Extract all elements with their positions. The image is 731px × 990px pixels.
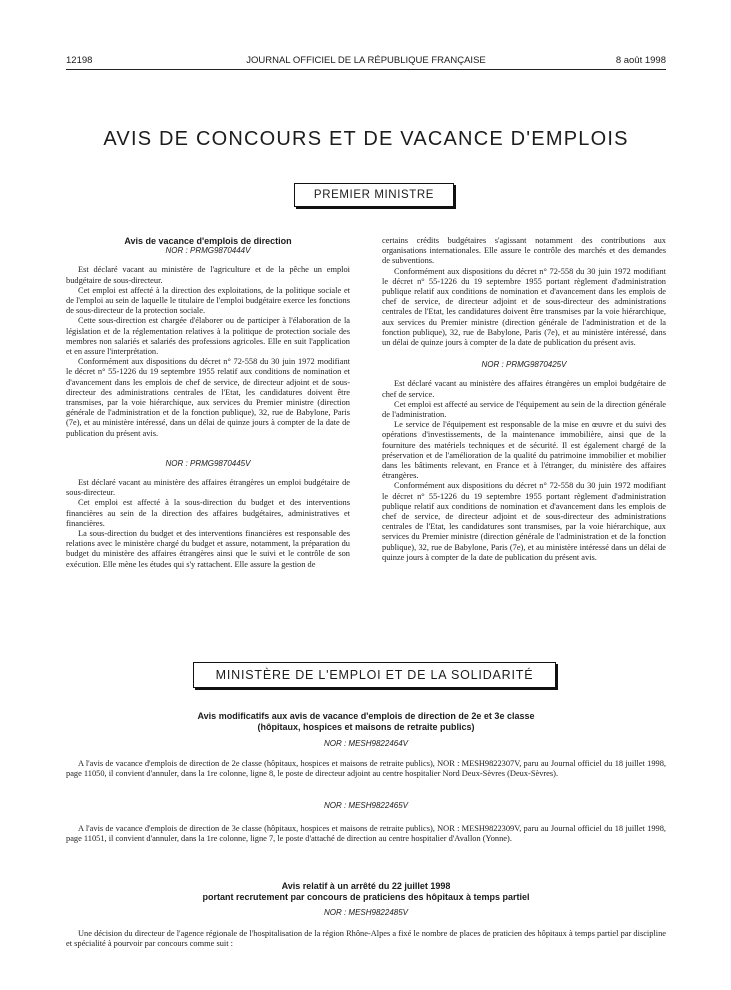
- section-label: PREMIER MINISTRE: [313, 189, 435, 201]
- notice-paragraph: Une décision du directeur de l'agence régionale de l'hospitalisation de la région Rhône-Alpes a fixé le nombre de places de praticien des hôpitaux à temps partiel par discipline et spécialité à pourvoir par concours comme suit :: [66, 929, 666, 949]
- nor-reference: NOR : PRMG9870425V: [481, 360, 567, 370]
- header-rule: [66, 69, 666, 70]
- paragraph: Cet emploi est affecté au service de l'équipement au sein de la direction générale de l'administration.: [382, 399, 666, 420]
- section-label: MINISTÈRE DE L'EMPLOI ET DE LA SOLIDARITÉ: [215, 668, 534, 682]
- nor-reference: NOR : PRMG9870445V: [165, 458, 251, 468]
- notice-paragraph: A l'avis de vacance d'emplois de direction de 3e classe (hôpitaux, hospices et maisons de retraite publics), NOR : MESH9822309V, paru au Journal officiel du 18 juillet 1998, page 11051, il convient d'annuler, dans la 1re colonne, ligne 7, le poste d'attaché de direction au centre hospitalier d'Avallon (Yonne).: [66, 824, 666, 844]
- notice-paragraph: A l'avis de vacance d'emplois de direction de 2e classe (hôpitaux, hospices et maisons de retraite publics), NOR : MESH9822307V, paru au Journal officiel du 18 juillet 1998, page 11050, il convient d'annuler, dans la 1re colonne, ligne 8, le poste de directeur adjoint au centre hospitalier Nord Deux-Sèvres (Deux-Sèvres).: [66, 759, 666, 779]
- paragraph: La sous-direction du budget et des interventions financières est responsable des relations avec le ministère chargé du budget et assure, notamment, la préparation du budget du ministère des affaires étrangères ainsi que le suivi et le contrôle de son exécution. Elle mène les études qui s'y rattachent. Elle assure la gestion de: [66, 529, 350, 569]
- paragraph: Cet emploi est affecté à la sous-direction du budget et des interventions financières au sein de la direction des affaires budgétaires, administratives et financières.: [66, 498, 350, 528]
- paragraph: Cet emploi est affecté à la direction des exploitations, de la politique sociale et de l'emploi au sein de laquelle le titulaire de l'emploi budgétaire exerce les fonctions de sous-directeur de la protection sociale.: [66, 285, 350, 316]
- section-box-ministere-emploi: [193, 662, 556, 688]
- left-column: [66, 236, 350, 570]
- paragraph: Est déclaré vacant au ministère de l'agriculture et de la pêche un emploi budgétaire de sous-directeur.: [66, 265, 350, 285]
- nor-reference: NOR : MESH9822465V: [323, 801, 409, 810]
- notice-heading: Avis de vacance d'emplois de direction: [124, 236, 292, 246]
- notice-subheading: (hôpitaux, hospices et maisons de retraite publics): [257, 722, 475, 732]
- journal-title: JOURNAL OFFICIEL DE LA RÉPUBLIQUE FRANÇAISE: [246, 55, 486, 66]
- section-box-premier-ministre: [294, 183, 454, 207]
- paragraph: Est déclaré vacant au ministère des affaires étrangères un emploi budgétaire de sous-directeur.: [66, 478, 350, 498]
- page-title: AVIS DE CONCOURS ET DE VACANCE D'EMPLOIS: [103, 128, 629, 150]
- paragraph: Conformément aux dispositions du décret n° 72-558 du 30 juin 1972 modifiant le décret n° 55-1226 du 19 septembre 1955 portant règlement d'administration publique relatif aux conditions de nomination et d'avancement dans les emplois de chef de service, de directeur adjoint et de sous-directeur des administrations centrales de l'Etat, les candidatures sont transmises, par la voie hiérarchique, aux services du Premier ministre (direction générale de l'administration et de la fonction publique), 32, rue de Babylone, Paris (7e), et au ministère intéressé dans un délai de quinze jours à compter de la date de publication du présent avis.: [382, 481, 666, 562]
- paragraph: Est déclaré vacant au ministère des affaires étrangères un emploi budgétaire de chef de service.: [382, 379, 666, 399]
- notice-heading: Avis modificatifs aux avis de vacance d'emplois de direction de 2e et 3e classe: [197, 711, 535, 721]
- paragraph: Cette sous-direction est chargée d'élaborer ou de participer à l'élaboration de la législation et de la réglementation relatives à la politique de protection sociale des membres non salariés et salariés des professions agricoles. Elle en suit l'application et en assure l'interprétation.: [66, 316, 350, 357]
- nor-reference: NOR : PRMG9870444V: [165, 246, 251, 256]
- paragraph: Le service de l'équipement est responsable de la mise en œuvre et du suivi des opérations d'investissements, de la maintenance immobilière, ainsi que de la fourniture des matériels techniques et de sécurité. Il est également chargé de la préservation et de l'amélioration de la qualité du patrimoine immobilier et mobilier dans les bâtiments relevant, en France et à l'étranger, du ministère des affaires étrangères.: [382, 420, 666, 481]
- paragraph: Conformément aux dispositions du décret n° 72-558 du 30 juin 1972 modifiant le décret n° 55-1226 du 19 septembre 1955 relatif aux conditions de nomination et d'avancement dans les emplois de chef de service, de directeur adjoint et de sous-directeur des administrations centrales de l'Etat, les candidatures doivent être transmises, par la voie hiérarchique, aux services du Premier ministre (direction générale de l'administration et de la fonction publique), 32, rue de Babylone, Paris (7e), et au ministère intéressé, dans un délai de quinze jours à compter de la date de publication du présent avis.: [66, 357, 350, 438]
- right-column: [382, 236, 666, 563]
- paragraph: certains crédits budgétaires s'agissant notamment des contributions aux organisations internationales. Elle assure le contrôle des marchés et des demandes de subventions.: [382, 236, 666, 266]
- nor-reference: NOR : MESH9822485V: [323, 908, 409, 917]
- paragraph: Conformément aux dispositions du décret n° 72-558 du 30 juin 1972 modifiant le décret n° 55-1226 du 19 septembre 1955 portant règlement d'administration publique relatif aux conditions de nomination et d'avancement dans les emplois de chef de service, de directeur adjoint et de sous-directeur des administrations centrales de l'Etat, les candidatures doivent être transmises par la voie hiérarchique, aux services du Premier ministre (direction générale de l'administration et de la fonction publique), 32, rue de Babylone, Paris (7e), et au ministère intéressé, dans un délai de quinze jours à compter de la date de publication du présent avis.: [382, 266, 666, 348]
- page-number: 12198: [66, 55, 93, 66]
- notice-subheading: portant recrutement par concours de praticiens des hôpitaux à temps partiel: [202, 892, 530, 902]
- nor-reference: NOR : MESH9822464V: [323, 739, 409, 748]
- page-date: 8 août 1998: [615, 55, 666, 66]
- notice-heading: Avis relatif à un arrêté du 22 juillet 1998: [281, 881, 451, 891]
